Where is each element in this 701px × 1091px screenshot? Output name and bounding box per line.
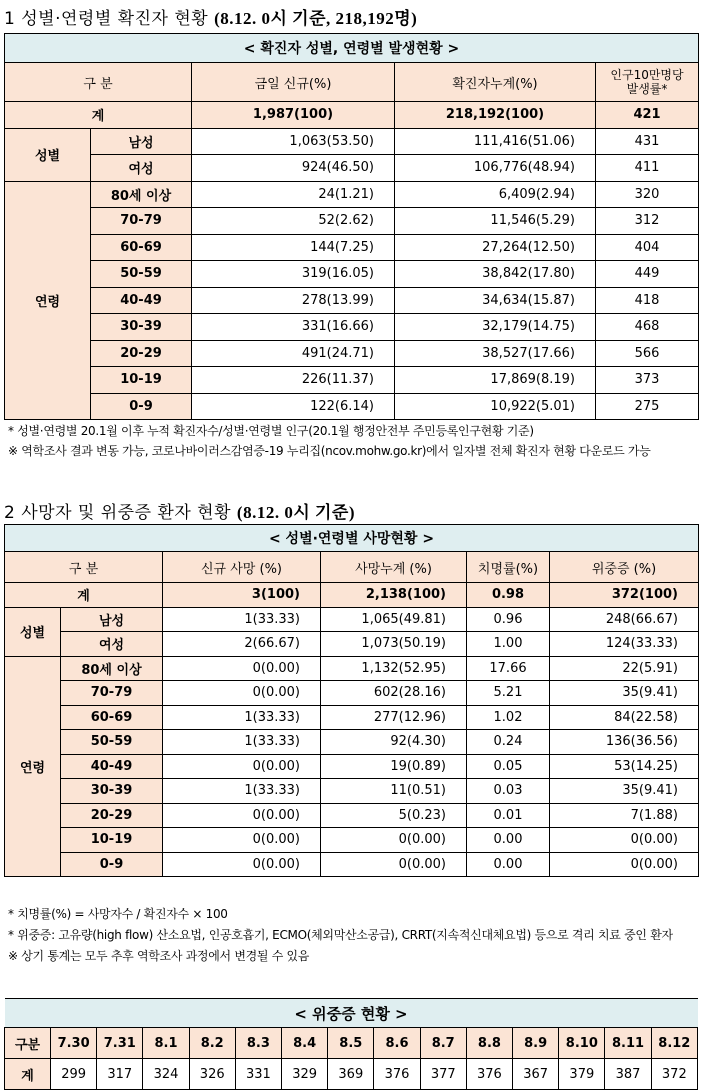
table-cell: 52(2.62) bbox=[192, 208, 395, 235]
footnote: * 위중증: 고유량(high flow) 산소요법, 인공호흡기, ECMO(체외막산소공급), CRRT(지속적신대체요법) 등으로 격리 치료 중인 환자 bbox=[8, 928, 673, 942]
table-row-label: 20-29 bbox=[61, 803, 163, 828]
table-cell: 411 bbox=[596, 155, 699, 182]
table-cell: 275 bbox=[596, 393, 699, 420]
table-cell: 0(0.00) bbox=[550, 828, 699, 853]
table-cell: 924(46.50) bbox=[192, 155, 395, 182]
table-cell: 0.96 bbox=[467, 607, 550, 632]
table-cell: 5(0.23) bbox=[321, 803, 467, 828]
table-cell: 35(9.41) bbox=[550, 681, 699, 706]
table2-header-critical: 위중증 (%) bbox=[550, 552, 699, 583]
table-cell: 53(14.25) bbox=[550, 754, 699, 779]
footnote: ※ 역학조사 결과 변동 가능, 코로나바이러스감염증-19 누리집(ncov.mohw.go.kr)에서 일자별 전체 확진자 현황 다운로드 가능 bbox=[8, 444, 651, 458]
footnote: * 치명률(%) = 사망자수 / 확진자수 × 100 bbox=[8, 907, 228, 921]
table-cell: 27,264(12.50) bbox=[395, 234, 596, 261]
table-cell: 122(6.14) bbox=[192, 393, 395, 420]
table-cell: 1,132(52.95) bbox=[321, 656, 467, 681]
table2-notes bbox=[8, 904, 698, 967]
table-cell: 11,546(5.29) bbox=[395, 208, 596, 235]
section1-subtitle: (8.12. 0시 기준, 218,192명) bbox=[214, 9, 418, 28]
section2-title: 사망자 및 위중증 환자 현황 bbox=[21, 503, 231, 523]
table3-date: 8.2 bbox=[189, 1028, 235, 1059]
table3-header-label: 구분 bbox=[5, 1028, 51, 1059]
table-cell: 2(66.67) bbox=[163, 632, 321, 657]
table-cell: 1(33.33) bbox=[163, 705, 321, 730]
table3-value: 379 bbox=[559, 1059, 605, 1090]
table-cell: 0(0.00) bbox=[163, 828, 321, 853]
table-cell: 106,776(48.94) bbox=[395, 155, 596, 182]
table3-date: 8.12 bbox=[651, 1028, 697, 1059]
table2-total-cell: 3(100) bbox=[163, 583, 321, 608]
table-cell: 312 bbox=[596, 208, 699, 235]
table3-value: 369 bbox=[328, 1059, 374, 1090]
section1-title: 성별·연령별 확진자 현황 bbox=[21, 9, 209, 29]
table3-banner: < 위중증 현황 > bbox=[5, 999, 698, 1028]
table3-value: 372 bbox=[651, 1059, 697, 1090]
table3-date: 7.30 bbox=[51, 1028, 97, 1059]
table2-total-cell: 2,138(100) bbox=[321, 583, 467, 608]
table-row-label: 50-59 bbox=[61, 730, 163, 755]
table2-header-new-deaths: 신규 사망 (%) bbox=[163, 552, 321, 583]
table3-value: 317 bbox=[97, 1059, 143, 1090]
table3-date: 7.31 bbox=[97, 1028, 143, 1059]
table-row-label: 남성 bbox=[61, 607, 163, 632]
table-cell: 0(0.00) bbox=[163, 754, 321, 779]
table-row-label: 0-9 bbox=[91, 393, 192, 420]
table-row-label: 50-59 bbox=[91, 261, 192, 288]
table-cell: 0.24 bbox=[467, 730, 550, 755]
table-row-label: 70-79 bbox=[61, 681, 163, 706]
table2-age-group-label: 연령 bbox=[5, 656, 61, 877]
table3-date: 8.1 bbox=[143, 1028, 189, 1059]
table-row-label: 40-49 bbox=[91, 287, 192, 314]
table-row-label: 여성 bbox=[91, 155, 192, 182]
table3-value: 299 bbox=[51, 1059, 97, 1090]
table3-date: 8.3 bbox=[235, 1028, 281, 1059]
table-cell: 491(24.71) bbox=[192, 340, 395, 367]
table-cell: 111,416(51.06) bbox=[395, 128, 596, 155]
table1-total-label: 계 bbox=[5, 102, 192, 129]
section2-subtitle: (8.12. 0시 기준) bbox=[236, 503, 355, 522]
table3-date: 8.4 bbox=[282, 1028, 328, 1059]
section1-number: 1 bbox=[4, 9, 16, 29]
table-cell: 0.03 bbox=[467, 779, 550, 804]
table1-banner: < 확진자 성별, 연령별 발생현황 > bbox=[5, 34, 699, 63]
table3-value: 324 bbox=[143, 1059, 189, 1090]
table-row-label: 60-69 bbox=[91, 234, 192, 261]
table-cell: 124(33.33) bbox=[550, 632, 699, 657]
table1-header-cumulative: 확진자누계(%) bbox=[395, 63, 596, 102]
table-row-label: 0-9 bbox=[61, 852, 163, 877]
table-row-label: 30-39 bbox=[91, 314, 192, 341]
table-row-label: 70-79 bbox=[91, 208, 192, 235]
table-cell: 32,179(14.75) bbox=[395, 314, 596, 341]
table1-header-new: 금일 신규(%) bbox=[192, 63, 395, 102]
table-cell: 226(11.37) bbox=[192, 367, 395, 394]
table2-total-label: 계 bbox=[5, 583, 163, 608]
deaths-table bbox=[4, 524, 699, 877]
table-cell: 1.00 bbox=[467, 632, 550, 657]
table-cell: 248(66.67) bbox=[550, 607, 699, 632]
table-cell: 19(0.89) bbox=[321, 754, 467, 779]
table-row-label: 20-29 bbox=[91, 340, 192, 367]
table3-value: 329 bbox=[282, 1059, 328, 1090]
table-row-label: 80세 이상 bbox=[91, 181, 192, 208]
critical-trend-table bbox=[4, 998, 698, 1090]
table3-value: 331 bbox=[235, 1059, 281, 1090]
table-cell: 7(1.88) bbox=[550, 803, 699, 828]
table2-total-cell: 372(100) bbox=[550, 583, 699, 608]
table-cell: 1(33.33) bbox=[163, 730, 321, 755]
table-cell: 0.05 bbox=[467, 754, 550, 779]
table-row-label: 남성 bbox=[91, 128, 192, 155]
table-cell: 431 bbox=[596, 128, 699, 155]
table-row-label: 60-69 bbox=[61, 705, 163, 730]
table3-value: 376 bbox=[466, 1059, 512, 1090]
table3-date: 8.11 bbox=[605, 1028, 651, 1059]
table-cell: 1.02 bbox=[467, 705, 550, 730]
table-cell: 34,634(15.87) bbox=[395, 287, 596, 314]
table-cell: 1,063(53.50) bbox=[192, 128, 395, 155]
table2-banner: < 성별·연령별 사망현황 > bbox=[5, 525, 699, 552]
table1-header-incidence bbox=[596, 63, 699, 102]
table-cell: 0(0.00) bbox=[321, 828, 467, 853]
table-cell: 38,842(17.80) bbox=[395, 261, 596, 288]
footnote: * 성별·연령별 20.1월 이후 누적 확진자수/성별·연령별 인구(20.1월 행정안전부 주민등록인구현황 기준) bbox=[8, 424, 534, 438]
table-cell: 136(36.56) bbox=[550, 730, 699, 755]
table3-value: 387 bbox=[605, 1059, 651, 1090]
table-cell: 22(5.91) bbox=[550, 656, 699, 681]
table-cell: 373 bbox=[596, 367, 699, 394]
section1-heading bbox=[4, 4, 417, 29]
table1-notes bbox=[8, 421, 698, 461]
section2-heading bbox=[4, 498, 355, 523]
table-cell: 319(16.05) bbox=[192, 261, 395, 288]
table-cell: 1,073(50.19) bbox=[321, 632, 467, 657]
section2-number: 2 bbox=[4, 503, 16, 523]
table-cell: 0(0.00) bbox=[163, 656, 321, 681]
table-cell: 602(28.16) bbox=[321, 681, 467, 706]
table3-value: 377 bbox=[420, 1059, 466, 1090]
table-cell: 1(33.33) bbox=[163, 607, 321, 632]
table-cell: 10,922(5.01) bbox=[395, 393, 596, 420]
footnote: ※ 상기 통계는 모두 추후 역학조사 과정에서 변경될 수 있음 bbox=[8, 949, 310, 963]
table-row-label: 10-19 bbox=[91, 367, 192, 394]
table2-sex-group-label: 성별 bbox=[5, 607, 61, 656]
table1-header-incidence-line2: 발생률* bbox=[626, 82, 668, 96]
table3-date: 8.6 bbox=[374, 1028, 420, 1059]
table3-date: 8.5 bbox=[328, 1028, 374, 1059]
table2-header-category: 구 분 bbox=[5, 552, 163, 583]
table-cell: 0(0.00) bbox=[321, 852, 467, 877]
table-cell: 566 bbox=[596, 340, 699, 367]
table-cell: 92(4.30) bbox=[321, 730, 467, 755]
table-cell: 35(9.41) bbox=[550, 779, 699, 804]
table3-value: 376 bbox=[374, 1059, 420, 1090]
table-row-label: 30-39 bbox=[61, 779, 163, 804]
table-cell: 0(0.00) bbox=[163, 852, 321, 877]
table-cell: 320 bbox=[596, 181, 699, 208]
table1-age-group-label: 연령 bbox=[5, 181, 91, 420]
table-cell: 0(0.00) bbox=[550, 852, 699, 877]
table-cell: 278(13.99) bbox=[192, 287, 395, 314]
table-row-label: 80세 이상 bbox=[61, 656, 163, 681]
table1-total-cell: 218,192(100) bbox=[395, 102, 596, 129]
confirmed-cases-table bbox=[4, 33, 699, 420]
table-row-label: 여성 bbox=[61, 632, 163, 657]
table-cell: 1(33.33) bbox=[163, 779, 321, 804]
table-cell: 449 bbox=[596, 261, 699, 288]
table-cell: 17.66 bbox=[467, 656, 550, 681]
table1-total-cell: 421 bbox=[596, 102, 699, 129]
table1-header-incidence-line1: 인구10만명당 bbox=[610, 68, 684, 82]
table3-date: 8.9 bbox=[513, 1028, 559, 1059]
table-cell: 418 bbox=[596, 287, 699, 314]
table-cell: 0.00 bbox=[467, 828, 550, 853]
table2-total-cell: 0.98 bbox=[467, 583, 550, 608]
table-cell: 144(7.25) bbox=[192, 234, 395, 261]
table-cell: 468 bbox=[596, 314, 699, 341]
table-row-label: 40-49 bbox=[61, 754, 163, 779]
table-cell: 6,409(2.94) bbox=[395, 181, 596, 208]
table3-date: 8.10 bbox=[559, 1028, 605, 1059]
table-cell: 0.01 bbox=[467, 803, 550, 828]
table-cell: 0(0.00) bbox=[163, 803, 321, 828]
table3-date: 8.8 bbox=[466, 1028, 512, 1059]
table-cell: 24(1.21) bbox=[192, 181, 395, 208]
table-cell: 277(12.96) bbox=[321, 705, 467, 730]
table3-date: 8.7 bbox=[420, 1028, 466, 1059]
table3-value: 367 bbox=[513, 1059, 559, 1090]
table-cell: 84(22.58) bbox=[550, 705, 699, 730]
table-cell: 5.21 bbox=[467, 681, 550, 706]
table2-header-cumulative-deaths: 사망누계 (%) bbox=[321, 552, 467, 583]
table-cell: 1,065(49.81) bbox=[321, 607, 467, 632]
table-row-label: 10-19 bbox=[61, 828, 163, 853]
table1-total-cell: 1,987(100) bbox=[192, 102, 395, 129]
table-cell: 38,527(17.66) bbox=[395, 340, 596, 367]
table-cell: 331(16.66) bbox=[192, 314, 395, 341]
table3-value: 326 bbox=[189, 1059, 235, 1090]
table1-header-category: 구 분 bbox=[5, 63, 192, 102]
table2-header-fatality: 치명률(%) bbox=[467, 552, 550, 583]
table-cell: 11(0.51) bbox=[321, 779, 467, 804]
table-cell: 404 bbox=[596, 234, 699, 261]
table-cell: 17,869(8.19) bbox=[395, 367, 596, 394]
table-cell: 0(0.00) bbox=[163, 681, 321, 706]
table3-row-label: 계 bbox=[5, 1059, 51, 1090]
table-cell: 0.00 bbox=[467, 852, 550, 877]
table1-sex-group-label: 성별 bbox=[5, 128, 91, 181]
